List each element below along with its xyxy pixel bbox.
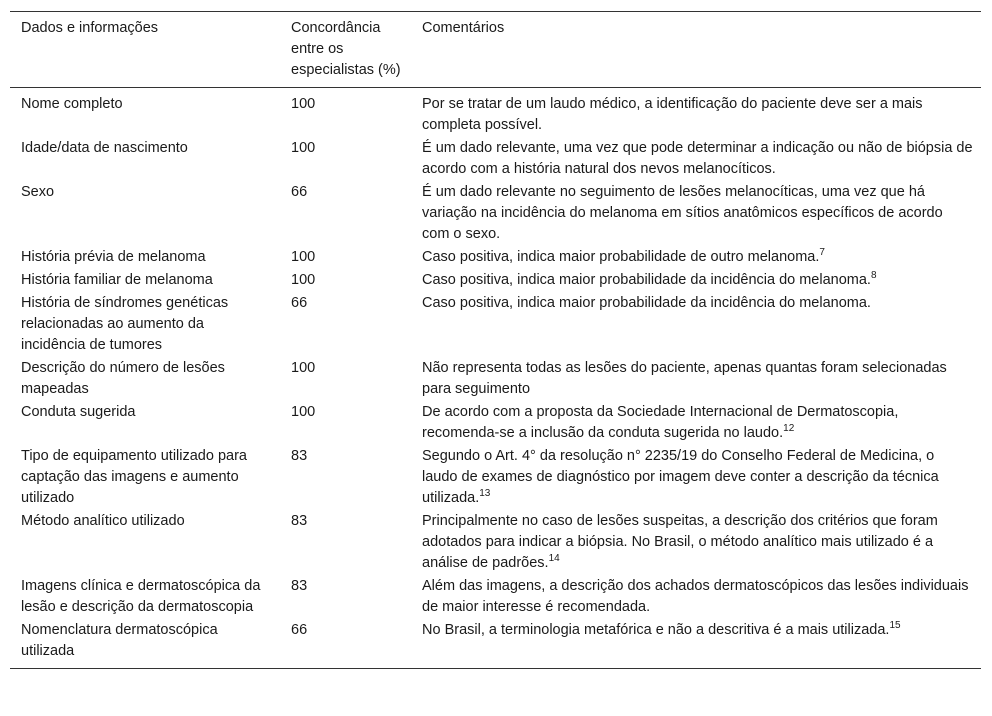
table-row — [10, 247, 981, 270]
cell-concordancia: 100 — [291, 360, 316, 376]
reference-superscript: 13 — [479, 488, 491, 499]
header-concordancia: Concordância entre os especialistas (%) — [291, 20, 401, 78]
table-row — [10, 511, 981, 576]
comment-text: É um dado relevante, uma vez que pode determinar a indicação ou não de biópsia de acordo com a história natural dos nevos melanocíticos. — [422, 140, 973, 177]
cell-concordancia: 100 — [291, 272, 316, 288]
header-dados: Dados e informações — [21, 20, 159, 36]
reference-superscript: 7 — [819, 247, 825, 258]
cell-concordancia: 100 — [291, 404, 316, 420]
cell-item: Tipo de equipamento utilizado para captação das imagens e aumento utilizado — [21, 448, 247, 506]
reference-superscript: 8 — [870, 270, 877, 281]
cell-item: Método analítico utilizado — [21, 513, 185, 529]
comment-text: De acordo com a proposta da Sociedade Internacional de Dermatoscopia, recomenda-se a inclusão da conduta sugerida no laudo. — [422, 404, 899, 441]
cell-item: História de síndromes genéticas relacionadas ao aumento da incidência de tumores — [21, 295, 229, 353]
cell-item: Idade/data de nascimento — [21, 140, 188, 156]
cell-item: Descrição do número de lesões mapeadas — [21, 360, 225, 397]
comment-text: Não representa todas as lesões do paciente, apenas quantas foram selecionadas para seguimento — [422, 360, 947, 397]
comment-text: Caso positiva, indica maior probabilidade da incidência do melanoma. — [422, 272, 871, 288]
cell-concordancia: 66 — [291, 622, 308, 638]
cell-comentario — [411, 358, 981, 402]
table-row — [10, 182, 981, 247]
cell-item: Nomenclatura dermatoscópica utilizada — [21, 622, 218, 659]
table-row — [10, 138, 981, 182]
reference-superscript: 14 — [548, 553, 560, 564]
cell-concordancia: 100 — [291, 140, 316, 156]
cell-concordancia: 100 — [291, 96, 316, 112]
cell-comentario — [411, 270, 981, 293]
comment-text: Segundo o Art. 4° da resolução n° 2235/19 do Conselho Federal de Medicina, o laudo de exames de diagnóstico por imagem deve conter a descrição da técnica utilizada. — [422, 448, 939, 506]
cell-item: Imagens clínica e dermatoscópica da lesão e descrição da dermatoscopia — [21, 578, 261, 615]
comment-text: Principalmente no caso de lesões suspeitas, a descrição dos critérios que foram adotados para indicar a biópsia. No Brasil, o método analítico mais utilizado é a análise de padrões. — [422, 513, 938, 571]
comment-text: No Brasil, a terminologia metafórica e não a descritiva é a mais utilizada. — [422, 622, 890, 638]
table-row — [10, 270, 981, 293]
cell-comentario — [411, 511, 981, 576]
comment-text: É um dado relevante no seguimento de lesões melanocíticas, uma vez que há variação na incidência do melanoma em sítios anatômicos específicos de acordo com o sexo. — [422, 184, 943, 242]
cell-comentario — [411, 182, 981, 247]
header-comentarios: Comentários — [422, 20, 505, 36]
cell-comentario — [411, 88, 981, 139]
cell-item: Nome completo — [21, 96, 123, 112]
comment-text: Além das imagens, a descrição dos achados dermatoscópicos das lesões individuais de maior interesse é recomendada. — [422, 578, 969, 615]
cell-comentario — [411, 446, 981, 511]
table-row — [10, 576, 981, 620]
cell-comentario — [411, 402, 981, 446]
table-row — [10, 358, 981, 402]
cell-comentario — [411, 293, 981, 358]
comment-text: Caso positiva, indica maior probabilidade da incidência do melanoma. — [422, 295, 871, 311]
cell-comentario — [411, 576, 981, 620]
reference-superscript: 15 — [889, 620, 901, 631]
cell-item: História prévia de melanoma — [21, 249, 206, 265]
cell-item: Conduta sugerida — [21, 404, 136, 420]
table-row — [10, 293, 981, 358]
table-row — [10, 402, 981, 446]
table-row — [10, 88, 981, 139]
cell-concordancia: 83 — [291, 448, 308, 464]
cell-concordancia: 66 — [291, 184, 308, 200]
table-row — [10, 620, 981, 669]
cell-concordancia: 66 — [291, 295, 308, 311]
comment-text: Por se tratar de um laudo médico, a identificação do paciente deve ser a mais completa possível. — [422, 96, 923, 133]
cell-item: História familiar de melanoma — [21, 272, 213, 288]
cell-concordancia: 100 — [291, 249, 316, 265]
cell-item: Sexo — [21, 184, 55, 200]
reference-superscript: 12 — [783, 423, 795, 434]
comment-text: Caso positiva, indica maior probabilidade de outro melanoma. — [422, 249, 820, 265]
cell-comentario — [411, 247, 981, 270]
cell-concordancia: 83 — [291, 578, 308, 594]
cell-comentario — [411, 620, 981, 669]
cell-comentario — [411, 138, 981, 182]
cell-concordancia: 83 — [291, 513, 308, 529]
table-row — [10, 446, 981, 511]
header-row — [10, 12, 981, 88]
data-table — [10, 11, 981, 669]
